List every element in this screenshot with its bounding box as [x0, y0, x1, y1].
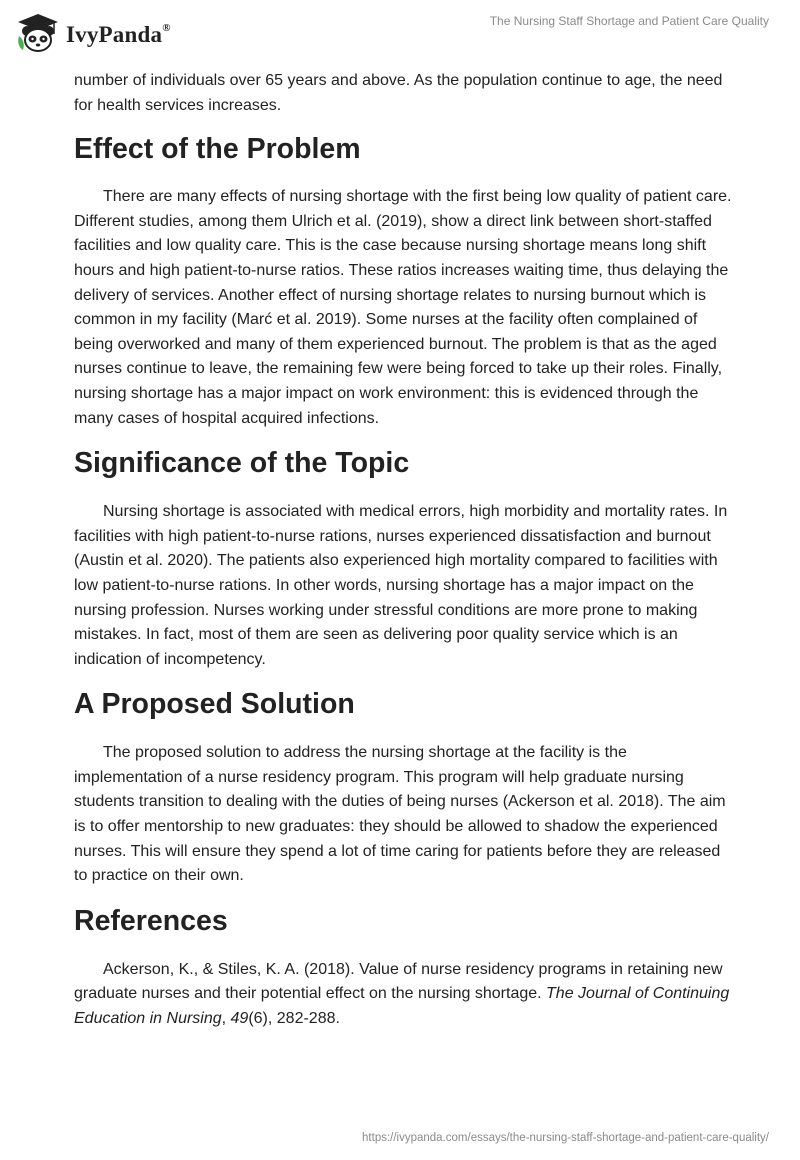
reference-journal: The Journal of Continuing Education in Nursing [74, 985, 730, 1028]
intro-paragraph: number of individuals over 65 years and above. As the population continue to age, the need for health services increases. [74, 72, 723, 114]
paragraph-a-proposed-solution: The proposed solution to address the nursing shortage at the facility is the implementation of a nurse residency program. This program will help graduate nursing students transition to dealing with the duties of being nurses (Ackerson et al. 2018). The aim is to offer mentorship to new graduates: they should be allowed to shadow the experienced nurses. This will ensure they spend a lot of time caring for patients before they are released to practice on their own. [74, 744, 726, 885]
heading-effect-of-the-problem: Effect of the Problem [74, 133, 361, 166]
heading-references: References [74, 904, 228, 937]
reference-issue-pages: (6), 282-288. [248, 1010, 340, 1028]
heading-a-proposed-solution: A Proposed Solution [74, 688, 355, 721]
heading-significance-of-the-topic: Significance of the Topic [74, 447, 410, 480]
brand-name: IvyPanda® [66, 21, 171, 47]
ivypanda-logo[interactable] [14, 10, 171, 59]
reference-separator: , [221, 1010, 231, 1028]
essay-body [74, 69, 734, 1032]
reference-volume: 49 [230, 1010, 249, 1028]
document-title: The Nursing Staff Shortage and Patient Care Quality [489, 14, 769, 28]
reference-entry [74, 958, 734, 1032]
footer-url[interactable]: https://ivypanda.com/essays/the-nursing-staff-shortage-and-patient-care-quality/ [362, 1132, 769, 1144]
paragraph-effect-of-the-problem: There are many effects of nursing shortage with the first being low quality of patient care. Different studies, among them Ulrich et al. (2019), show a direct link between short-staffed facilities and low quality care. This is the case because nursing shortage means long shift hours and high patient-to-nurse ratios. These ratios increases waiting time, thus delaying the delivery of services. Another effect of nursing shortage relates to nursing burnout which is common in my facility (Marć et al. 2019). Some nurses at the facility often complained of being overworked and many of them experienced burnout. The problem is that as the aged nurses continue to leave, the remaining few were being forced to take up their roles. Finally, nursing shortage has a major impact on work environment: this is evidenced through the many cases of hospital acquired infections. [74, 188, 732, 427]
reference-authors-title: Ackerson, K., & Stiles, K. A. (2018). Value of nurse residency programs in retaining new graduate nurses and their potential effect on the nursing shortage. [74, 960, 723, 1003]
page-header [0, 0, 800, 70]
paragraph-significance-of-the-topic: Nursing shortage is associated with medical errors, high morbidity and mortality rates. In facilities with high patient-to-nurse rations, nurses experienced dissatisfaction and burnout (Austin et al. 2020). The patients also experienced high mortality compared to facilities with low patient-to-nurse rations. In other words, nursing shortage has a major impact on the nursing profession. Nurses working under stressful conditions are more prone to making mistakes. In fact, most of them are seen as delivering poor quality service which is an indication of incompetency. [74, 503, 728, 668]
panda-graduate-icon [14, 10, 62, 59]
